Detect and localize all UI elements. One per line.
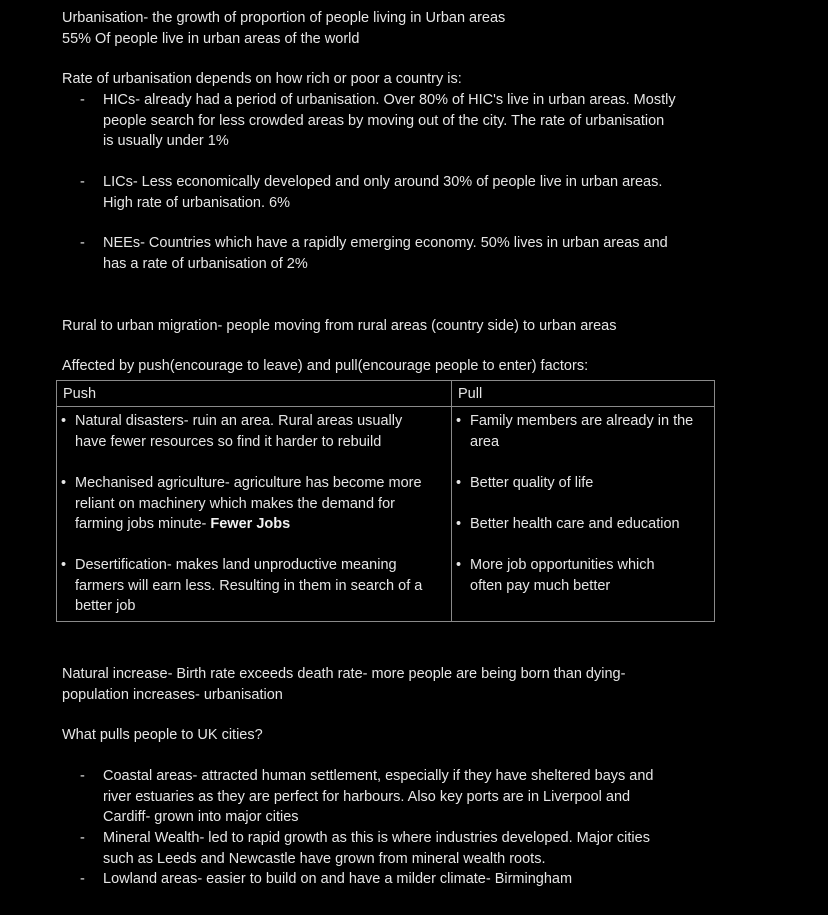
bullet-marker: • <box>456 516 462 532</box>
bullet-marker: • <box>456 413 462 429</box>
text-line: population increases- urbanisation <box>62 686 283 703</box>
table-header-row <box>57 381 715 407</box>
factors-heading-text: Affected by push(encourage to leave) and pull(encourage people to enter) factors: <box>62 358 589 374</box>
text-line: river estuaries as they are perfect for harbours. Also key ports are in Liverpool and <box>103 788 631 805</box>
rate-item-text <box>103 172 713 213</box>
text-line: Coastal areas- attracted human settlement, especially if they have sheltered bays and <box>103 768 654 784</box>
text-line: Natural disasters- ruin an area. Rural areas usually <box>75 413 403 429</box>
pull-item-text <box>470 473 593 494</box>
text-line: High rate of urbanisation. 6% <box>103 194 290 211</box>
urban-percentage: 55% Of people live in urban areas of the world <box>62 30 360 47</box>
dash-marker: - <box>80 768 85 784</box>
text-line: Natural increase- Birth rate exceeds death rate- more people are being born than dying- <box>62 666 626 682</box>
bullet-marker: • <box>61 557 67 573</box>
text-line: have fewer resources so find it harder to rebuild <box>75 433 382 450</box>
rate-item-text <box>103 90 713 152</box>
text-line: Lowland areas- easier to build on and have a milder climate- Birmingham <box>103 871 573 887</box>
text-line: is usually under 1% <box>103 133 229 149</box>
pull-header: Pull <box>452 381 715 407</box>
text-line: such as Leeds and Newcastle have grown from mineral wealth roots. <box>103 850 546 867</box>
text-line: reliant on machinery which makes the demand for <box>75 495 395 512</box>
text-line: Better quality of life <box>470 475 594 491</box>
pull-item-text <box>470 411 693 452</box>
uk-item-text <box>103 766 713 828</box>
text-line: NEEs- Countries which have a rapidly emerging economy. 50% lives in urban areas and <box>103 235 668 251</box>
text-line: farmers will earn less. Resulting in them in search of a <box>75 577 423 594</box>
uk-heading <box>62 725 263 746</box>
pull-item-text <box>470 514 680 535</box>
push-item-text <box>75 555 422 617</box>
push-item-text <box>75 473 422 535</box>
uk-item-text <box>103 828 713 869</box>
uk-heading-text: What pulls people to UK cities? <box>62 727 263 743</box>
text-line: often pay much better <box>470 577 611 594</box>
intro-section <box>62 8 505 49</box>
push-item-text <box>75 411 402 452</box>
pull-item-text <box>470 555 655 596</box>
dash-marker: - <box>80 830 85 846</box>
dash-marker: - <box>80 235 85 251</box>
text-line: Desertification- makes land unproductive meaning <box>75 557 397 573</box>
text-line: has a rate of urbanisation of 2% <box>103 255 308 272</box>
bullet-marker: • <box>61 413 67 429</box>
rate-item-text <box>103 233 713 274</box>
push-header: Push <box>57 381 452 407</box>
push-column <box>57 407 452 622</box>
rate-heading <box>62 69 462 90</box>
emphasis-text: Fewer Jobs <box>210 516 291 532</box>
bullet-marker: • <box>456 557 462 573</box>
text-line: Better health care and education <box>470 516 680 532</box>
table-body-row <box>57 407 715 622</box>
dash-marker: - <box>80 871 85 887</box>
text-line: LICs- Less economically developed and only around 30% of people live in urban areas. <box>103 174 663 190</box>
text-line: Family members are already in the <box>470 413 694 429</box>
migration-definition-text: Rural to urban migration- people moving from rural areas (country side) to urban areas <box>62 318 617 334</box>
factors-heading <box>62 356 588 377</box>
text-line: better job <box>75 598 136 614</box>
dash-marker: - <box>80 174 85 190</box>
text-line: Mineral Wealth- led to rapid growth as this is where industries developed. Major cities <box>103 830 650 846</box>
urbanisation-definition: Urbanisation- the growth of proportion of people living in Urban areas <box>62 10 506 26</box>
text-fragment: farming jobs minute- <box>75 516 211 532</box>
text-line <box>75 514 422 535</box>
pull-column <box>452 407 715 622</box>
text-line: HICs- already had a period of urbanisation. Over 80% of HIC's live in urban areas. Mostly <box>103 92 676 108</box>
natural-increase <box>62 664 625 705</box>
text-line: Cardiff- grown into major cities <box>103 809 299 825</box>
bullet-marker: • <box>61 475 67 491</box>
text-line: More job opportunities which <box>470 557 655 573</box>
rate-heading-text: Rate of urbanisation depends on how rich or poor a country is: <box>62 71 462 87</box>
text-line: Mechanised agriculture- agriculture has become more <box>75 475 422 491</box>
push-pull-table <box>56 380 715 622</box>
uk-item-text <box>103 869 713 890</box>
migration-definition <box>62 316 616 337</box>
bullet-marker: • <box>456 475 462 491</box>
text-line: people search for less crowded areas by moving out of the city. The rate of urbanisation <box>103 112 665 129</box>
dash-marker: - <box>80 92 85 108</box>
text-line: area <box>470 433 500 450</box>
